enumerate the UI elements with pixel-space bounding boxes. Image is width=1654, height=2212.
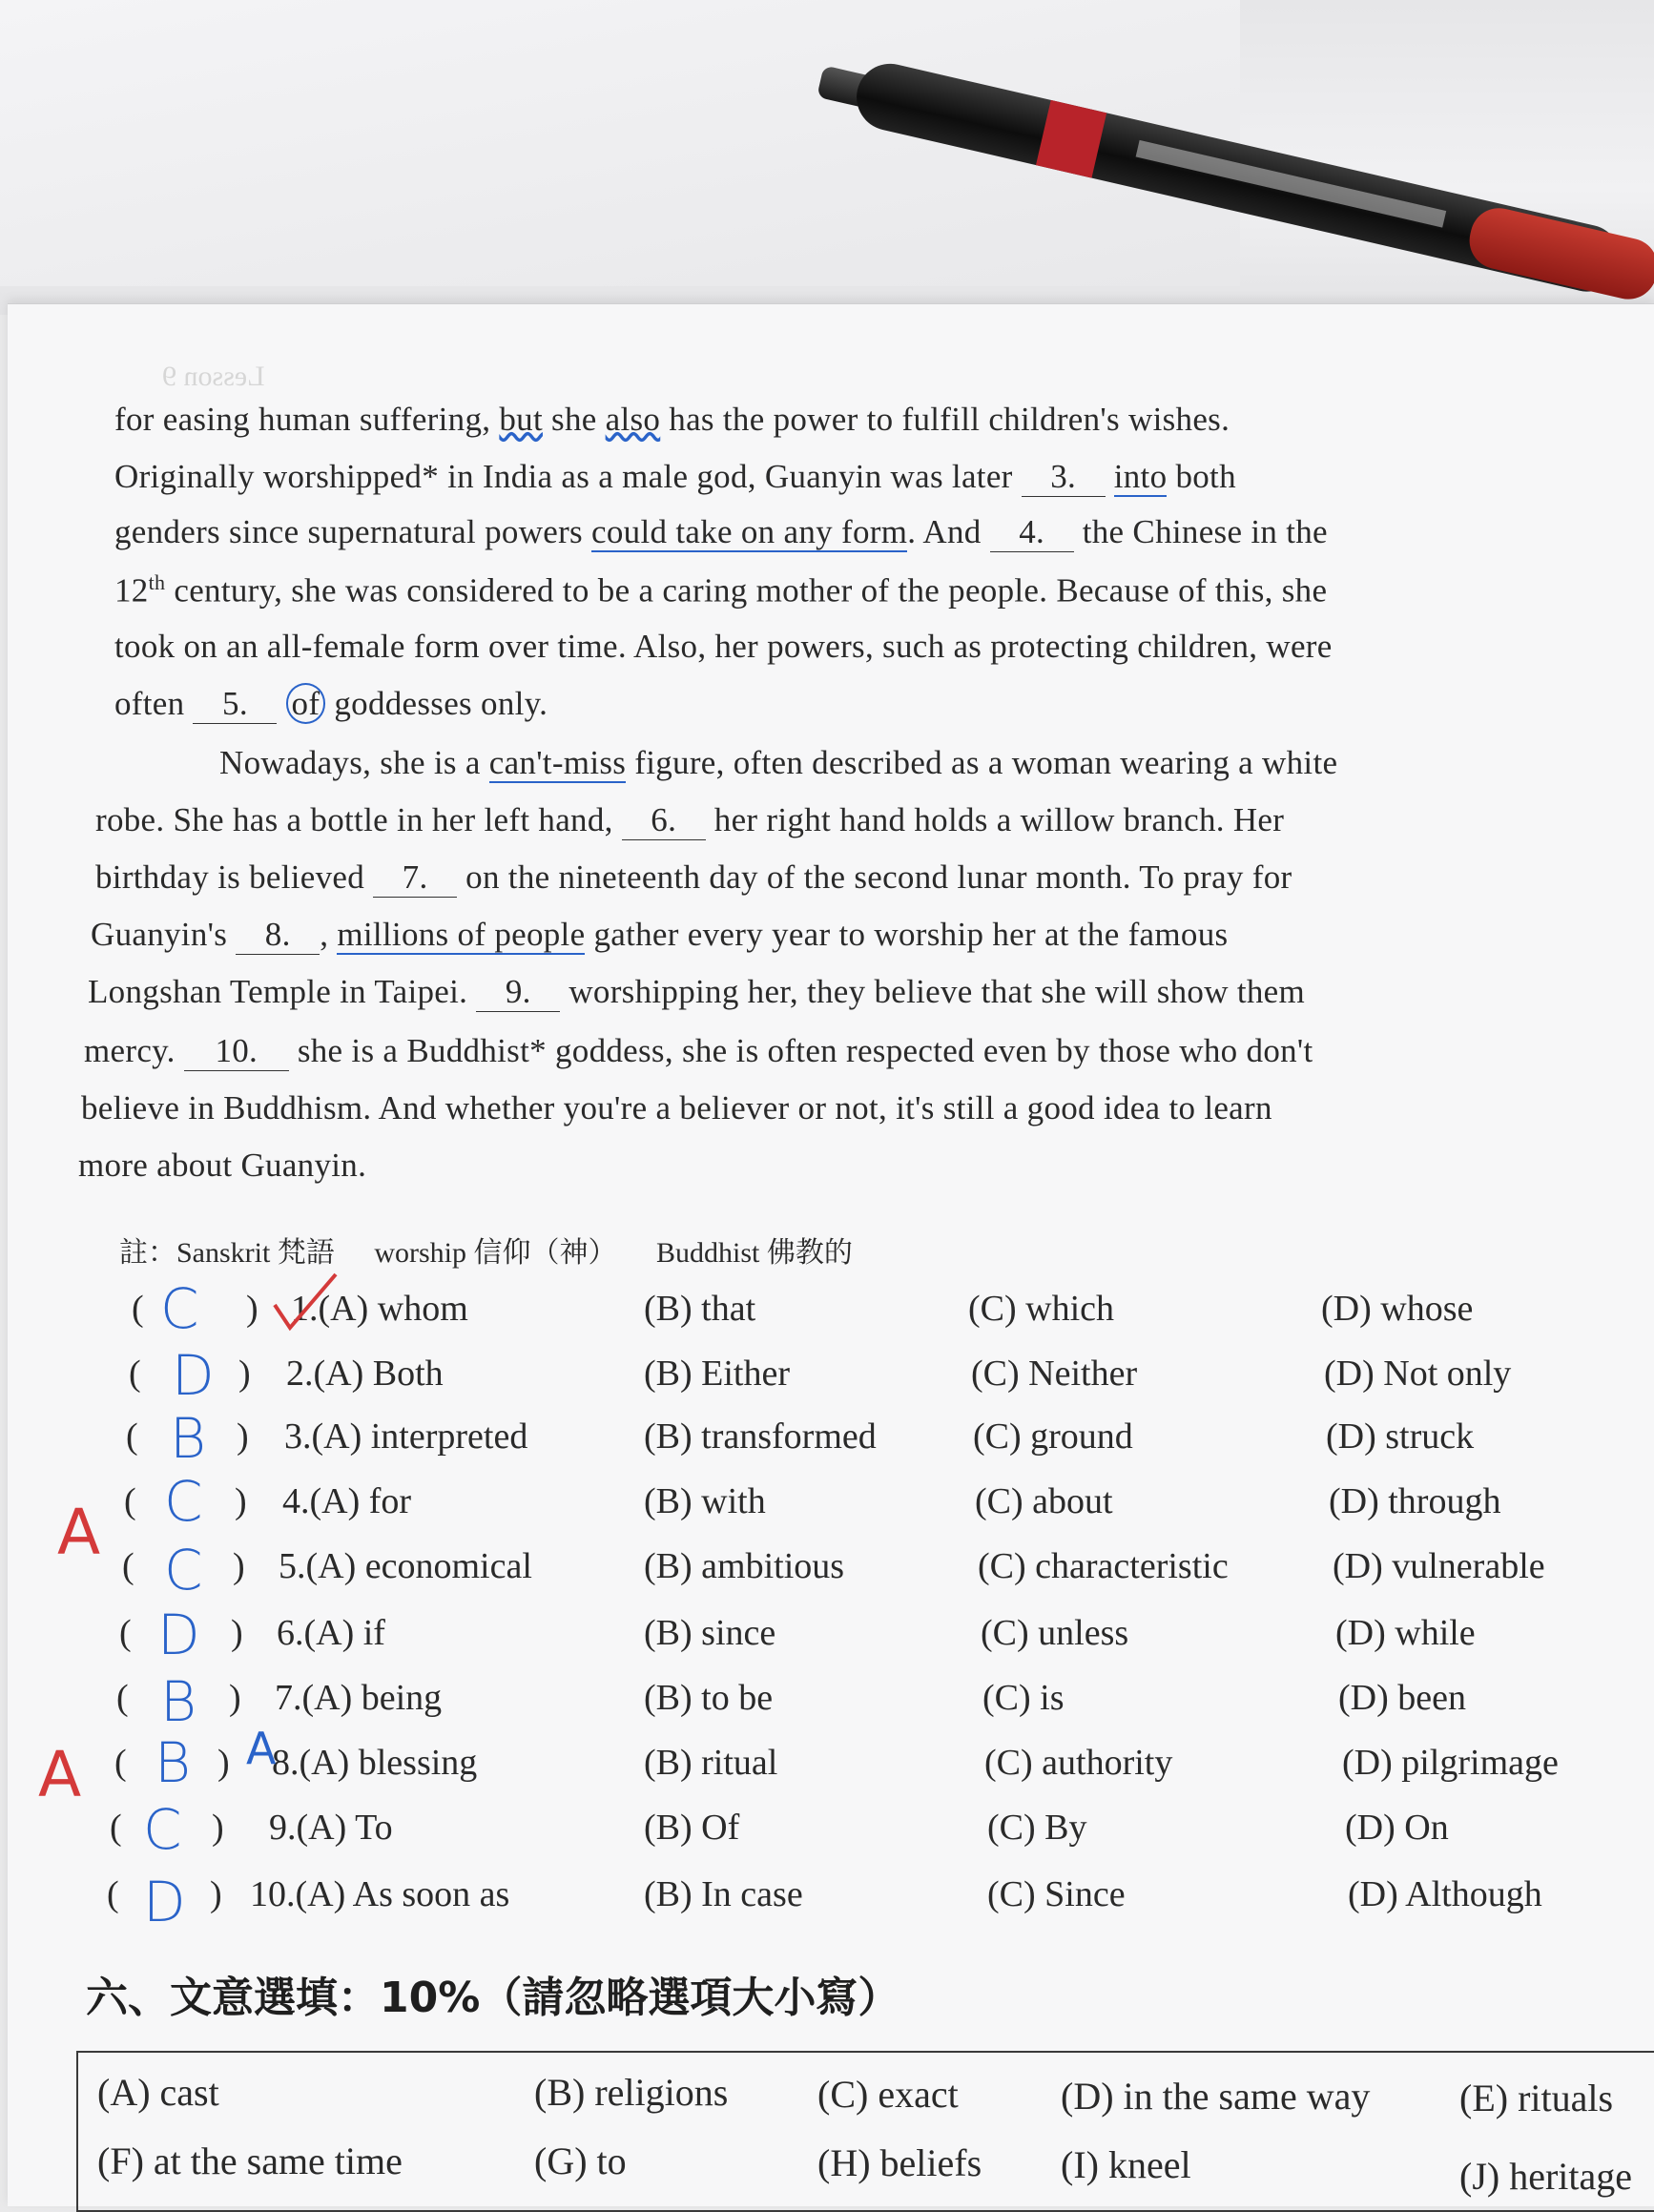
- passage-line: Nowadays, she is a can't-miss figure, often described as a woman wearing a white: [219, 744, 1338, 781]
- handwritten-answer: C: [160, 1276, 199, 1341]
- passage-line: Originally worshipped* in India as a male god, Guanyin was later 3. into both: [114, 458, 1236, 495]
- checkmark-icon: [267, 1269, 343, 1335]
- question-row: ( C ) 1.(A) whom (B) that (C) which (D) whose: [132, 1276, 1474, 1341]
- word-bank-option: (J) heritage: [1459, 2155, 1633, 2198]
- passage-line: Guanyin's 8. , millions of people gather every year to worship her at the famous: [91, 916, 1229, 953]
- word-bank-option: (A) cast: [97, 2071, 219, 2114]
- word-bank-option: (C) exact: [817, 2073, 959, 2116]
- word-bank: [76, 2051, 1654, 2212]
- correction-mark: A: [57, 1496, 101, 1569]
- vocabulary-notes: [119, 1229, 885, 1271]
- word-bank-option: (F) at the same time: [97, 2140, 403, 2182]
- word-bank-option: (B) religions: [534, 2071, 729, 2114]
- blank-6: 6.: [622, 801, 706, 840]
- page-number: Lesson 9: [162, 361, 265, 392]
- correction-mark: A: [38, 1738, 82, 1811]
- handwritten-answer: B: [155, 1730, 191, 1795]
- question-row: ( C ) 5.(A) economical (B) ambitious (C) characteristic (D) vulnerable: [122, 1538, 1545, 1602]
- handwritten-answer: B: [160, 1669, 196, 1734]
- question-row: ( D ) 2.(A) Both (B) Either (C) Neither (D) Not only: [129, 1343, 1512, 1408]
- question-row: ( D ) 10.(A) As soon as (B) In case (C) Since (D) Although: [107, 1870, 1542, 1934]
- blank-3: 3.: [1022, 458, 1106, 497]
- handwritten-answer: D: [172, 1343, 215, 1408]
- word-bank-option: (I) kneel: [1061, 2143, 1191, 2186]
- blank-4: 4.: [990, 513, 1074, 552]
- desk-background: [0, 0, 1654, 315]
- passage-line: mercy. 10. she is a Buddhist* goddess, she is often respected even by those who don't: [84, 1032, 1313, 1069]
- section-title: 六、文意選填：10%（請忽略選項大小寫）: [86, 1974, 900, 2022]
- note-item: 註：Sanskrit 梵語: [119, 1237, 335, 1269]
- passage-line: for easing human suffering, but she also has the power to fulfill children's wishes.: [114, 401, 1230, 438]
- blank-8: 8.: [236, 916, 320, 955]
- word-bank-option: (H) beliefs: [817, 2141, 982, 2184]
- passage-line: birthday is believed 7. on the nineteenth day of the second lunar month. To pray for: [95, 858, 1292, 896]
- note-item: Buddhist 佛教的: [656, 1237, 853, 1269]
- question-row: ( D ) 6.(A) if (B) since (C) unless (D) while: [119, 1602, 1476, 1667]
- passage-line: 12th century, she was considered to be a caring mother of the people. Because of this, she: [114, 570, 1328, 610]
- passage-line: believe in Buddhism. And whether you're a believer or not, it's still a good idea to learn: [81, 1089, 1272, 1127]
- blank-9: 9.: [476, 973, 560, 1012]
- passage-line: often 5. of goddesses only.: [114, 685, 548, 722]
- handwritten-answer: C: [164, 1538, 203, 1602]
- blank-5: 5.: [193, 685, 277, 724]
- word-bank-option: (E) rituals: [1459, 2077, 1614, 2119]
- handwritten-answer: C: [164, 1469, 203, 1534]
- question-row: ( C ) 9.(A) To (B) Of (C) By (D) On: [110, 1797, 1449, 1862]
- handwritten-note: A: [246, 1723, 277, 1774]
- question-row: ( B ) 7.(A) being (B) to be (C) is (D) been: [116, 1669, 1466, 1734]
- word-bank-option: (G) to: [534, 2140, 627, 2182]
- question-row: ( B ) 3.(A) interpreted (B) transformed (C) ground (D) struck: [126, 1406, 1475, 1471]
- word-bank-option: (D) in the same way: [1061, 2075, 1371, 2118]
- handwritten-answer: D: [157, 1602, 200, 1667]
- passage-line: took on an all-female form over time. Also, her powers, such as protecting children, were: [114, 628, 1333, 665]
- passage-line: more about Guanyin.: [78, 1147, 367, 1184]
- passage-line: genders since supernatural powers could take on any form. And 4. the Chinese in the: [114, 513, 1328, 550]
- note-item: worship 信仰（神）: [374, 1237, 617, 1269]
- handwritten-answer: C: [143, 1797, 182, 1862]
- question-row: ( C ) 4.(A) for (B) with (C) about (D) through: [124, 1469, 1501, 1534]
- blank-7: 7.: [373, 858, 457, 898]
- passage-line: robe. She has a bottle in her left hand, 6. her right hand holds a willow branch. Her: [95, 801, 1285, 838]
- handwritten-answer: D: [143, 1870, 186, 1934]
- question-row: ( B ) 8.(A) blessing (B) ritual (C) authority (D) pilgrimage: [114, 1730, 1559, 1795]
- passage-line: Longshan Temple in Taipei. 9. worshipping her, they believe that she will show them: [88, 973, 1306, 1010]
- handwritten-answer: B: [170, 1406, 206, 1471]
- blank-10: 10.: [184, 1032, 289, 1071]
